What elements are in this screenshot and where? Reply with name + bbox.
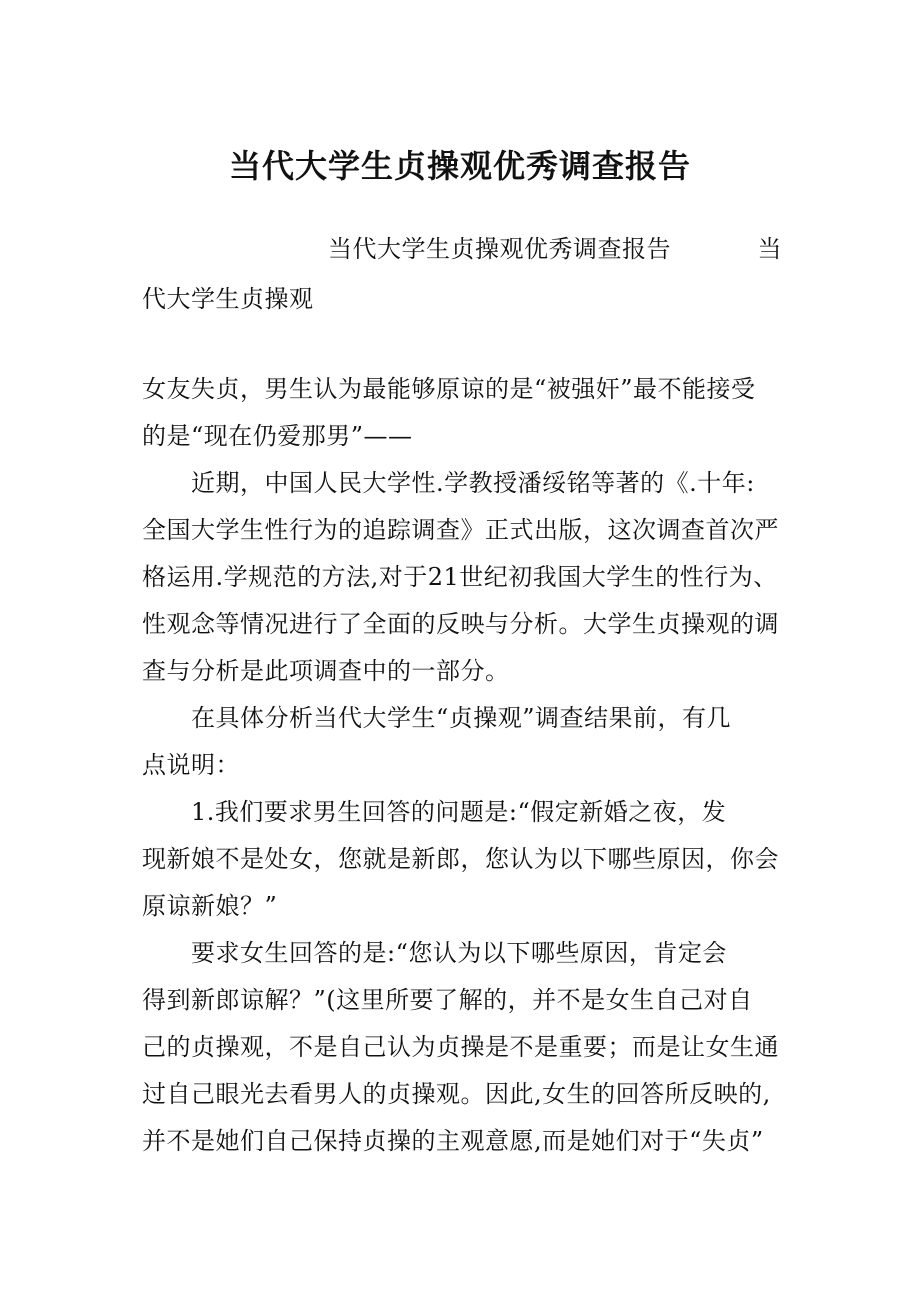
body-line: 现新娘不是处女，您就是新郎，您认为以下哪些原因，你会 [142, 845, 779, 873]
body-line: 格运用.学规范的方法,对于21世纪初我国大学生的性行为、 [142, 563, 778, 591]
body-line: 要求女生回答的是:“您认为以下哪些原因，肯定会 [142, 939, 727, 967]
body-line: 全国大学生性行为的追踪调查》正式出版，这次调查首次严 [142, 516, 779, 544]
body-line: 1.我们要求男生回答的问题是:“假定新婚之夜，发 [142, 798, 727, 826]
body-line: 的是“现在仍爱那男”—— [142, 422, 413, 450]
body-line: 得到新郎谅解？”(这里所要了解的，并不是女生自己对自 [142, 986, 753, 1014]
subheading-main-text: 当代大学生贞操观优秀调查报告 [328, 235, 671, 263]
subheading-row-2: 代大学生贞操观 [142, 285, 314, 313]
body-line: 过自己眼光去看男人的贞操观。因此,女生的回答所反映的, [142, 1080, 771, 1108]
document-title: 当代大学生贞操观优秀调查报告 [228, 147, 691, 185]
body-line: 己的贞操观，不是自己认为贞操是不是重要；而是让女生通 [142, 1033, 779, 1061]
body-line: 点说明： [142, 751, 240, 779]
body-line: 近期，中国人民大学性.学教授潘绥铭等著的《.十年: [142, 469, 755, 497]
body-line: 性观念等情况进行了全面的反映与分析。大学生贞操观的调 [142, 610, 779, 638]
body-line: 在具体分析当代大学生“贞操观”调查结果前，有几 [142, 704, 732, 732]
body-line: 查与分析是此项调查中的一部分。 [142, 657, 510, 685]
subheading-row-1 [142, 224, 782, 274]
body-line: 原谅新娘？” [142, 892, 278, 920]
subheading-tail-text: 当 [757, 235, 782, 263]
document-body [142, 366, 782, 1165]
document-subheading [142, 224, 782, 324]
body-line: 并不是她们自己保持贞操的主观意愿,而是她们对于“失贞” [142, 1127, 764, 1155]
body-line: 女友失贞，男生认为最能够原谅的是“被强奸”最不能接受 [142, 375, 756, 403]
